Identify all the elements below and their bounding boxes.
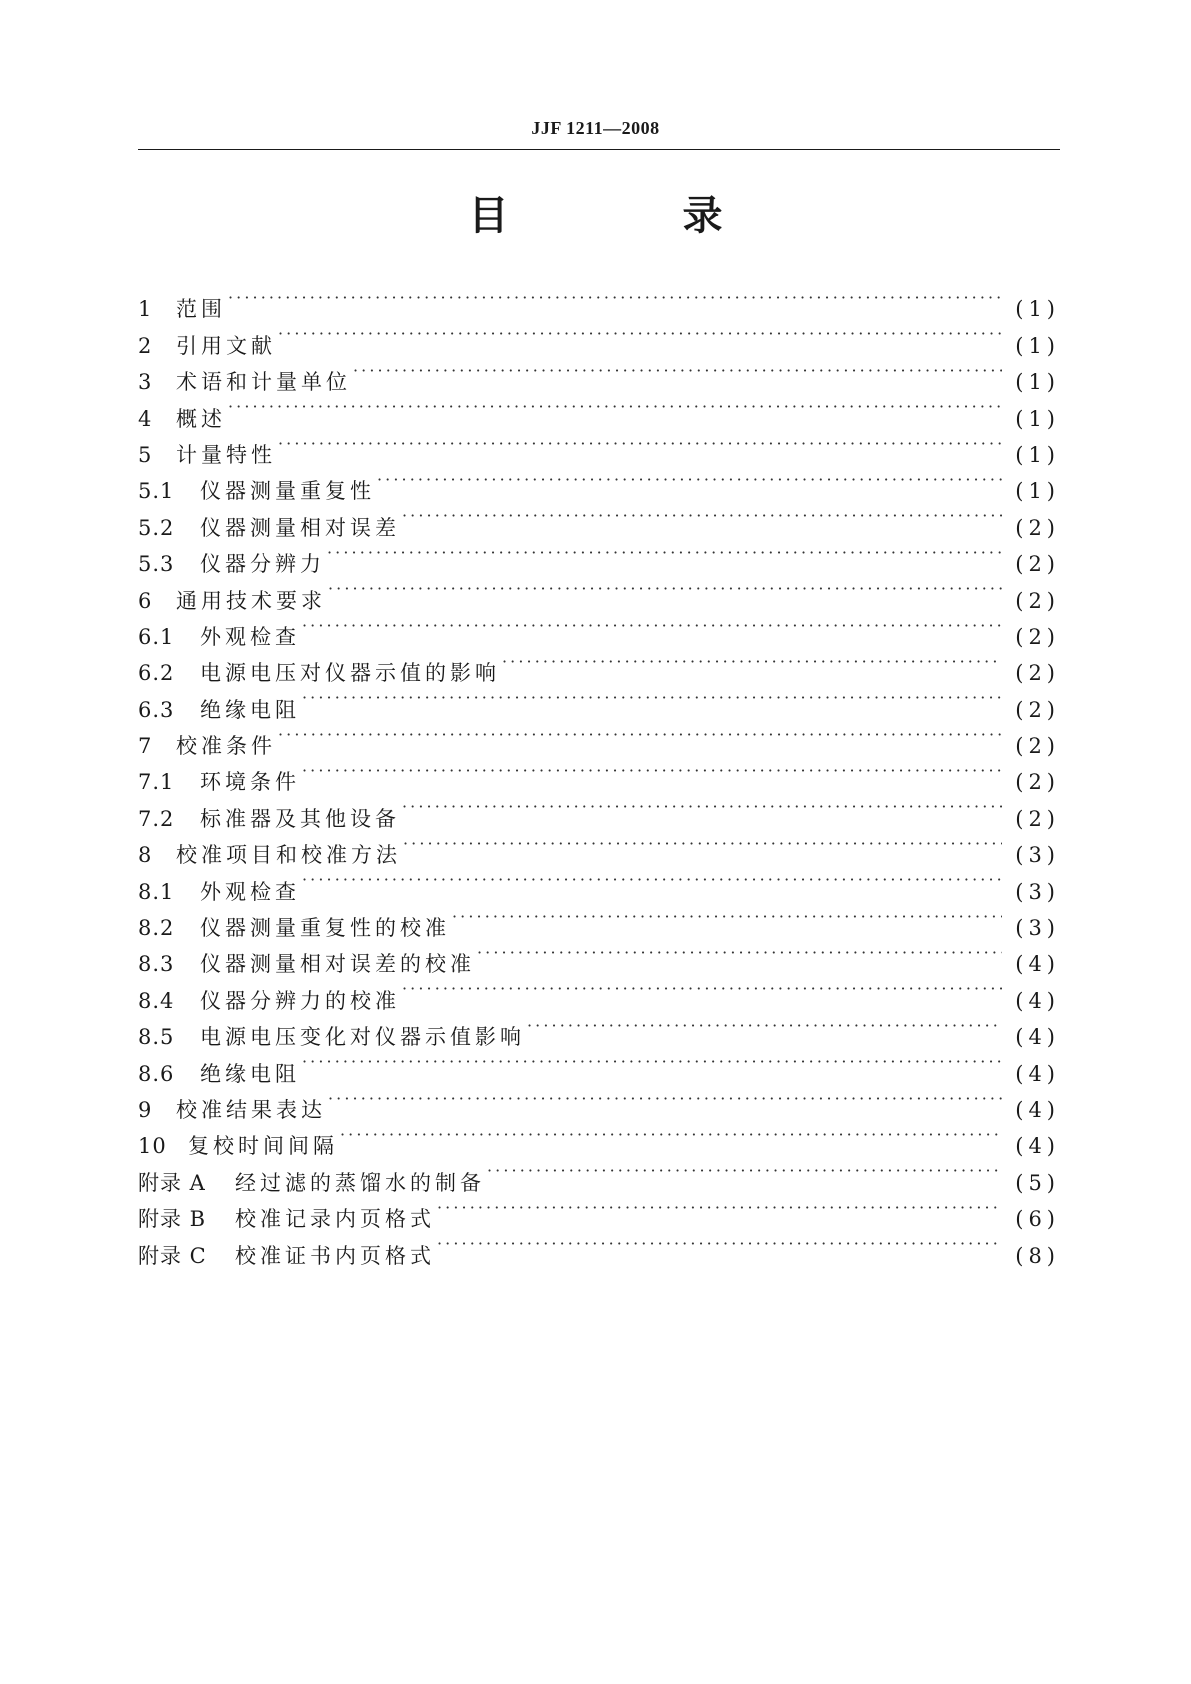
toc-dot-leader bbox=[452, 899, 1002, 935]
toc-entry-title: 外观检查 bbox=[200, 879, 300, 904]
toc-entry-page: (4) bbox=[1015, 952, 1060, 977]
toc-entry-title: 校准项目和校准方法 bbox=[176, 843, 401, 868]
toc-entry[interactable] bbox=[138, 753, 1060, 795]
toc-entry-page: (1) bbox=[1015, 479, 1060, 504]
toc-dot-leader bbox=[402, 971, 1002, 1007]
toc-entry-page: (2) bbox=[1015, 806, 1060, 831]
toc-entry-number: 8.3 bbox=[138, 952, 175, 977]
toc-entry-page: (1) bbox=[1015, 333, 1060, 358]
toc-entry-title: 校准条件 bbox=[176, 734, 276, 759]
toc-entry-number: 附录 B bbox=[138, 1207, 207, 1232]
toc-entry-page: (1) bbox=[1015, 406, 1060, 431]
toc-entry-page: (3) bbox=[1015, 916, 1060, 941]
toc-entry-title: 范围 bbox=[176, 297, 226, 322]
toc-dot-leader bbox=[302, 1044, 1002, 1080]
toc-entry-page: (8) bbox=[1015, 1243, 1060, 1268]
toc-entry-title: 引用文献 bbox=[176, 333, 276, 358]
toc-entry-number: 8 bbox=[138, 843, 153, 868]
toc-entry-number: 附录 A bbox=[138, 1170, 206, 1195]
toc-dot-leader bbox=[487, 1153, 1002, 1189]
toc-entry[interactable] bbox=[138, 426, 1060, 467]
toc-entry-page: (2) bbox=[1015, 624, 1060, 649]
toc-dot-leader bbox=[278, 426, 1002, 462]
page-title: 目 录 bbox=[468, 193, 803, 239]
toc-entry-title: 仪器测量相对误差的校准 bbox=[200, 952, 475, 977]
toc-entry-number: 7.2 bbox=[138, 806, 175, 831]
toc-entry[interactable] bbox=[138, 353, 1060, 395]
toc-entry-title: 电源电压变化对仪器示值影响 bbox=[200, 1025, 525, 1050]
toc-entry-page: (4) bbox=[1015, 1134, 1060, 1159]
toc-entry-number: 附录 C bbox=[138, 1243, 207, 1268]
toc-dot-leader bbox=[278, 316, 1002, 352]
toc-dot-leader bbox=[402, 498, 1002, 534]
toc-entry-page: (2) bbox=[1015, 661, 1060, 686]
toc-entry-page: (3) bbox=[1015, 843, 1060, 868]
toc-entry-title: 绝缘电阻 bbox=[200, 697, 300, 722]
toc-dot-leader bbox=[302, 862, 1002, 898]
toc-dot-leader bbox=[437, 1226, 1002, 1262]
table-of-contents bbox=[138, 280, 1060, 1268]
toc-entry-number: 6.1 bbox=[138, 624, 175, 649]
toc-dot-leader bbox=[502, 644, 1002, 680]
toc-dot-leader bbox=[527, 1008, 1002, 1044]
toc-entry[interactable] bbox=[138, 389, 1060, 431]
toc-entry-page: (4) bbox=[1015, 1097, 1060, 1122]
toc-entry-number: 8.6 bbox=[138, 1061, 175, 1086]
toc-entry-title: 校准证书内页格式 bbox=[235, 1243, 435, 1268]
toc-dot-leader bbox=[340, 1117, 1002, 1153]
toc-entry-number: 2 bbox=[138, 333, 153, 358]
toc-entry[interactable] bbox=[138, 280, 1060, 322]
toc-entry-page: (4) bbox=[1015, 988, 1060, 1013]
toc-entry-title: 仪器分辨力的校准 bbox=[200, 988, 400, 1013]
toc-entry-number: 9 bbox=[138, 1097, 153, 1122]
toc-dot-leader bbox=[327, 535, 1002, 571]
toc-entry-number: 8.2 bbox=[138, 916, 175, 941]
toc-entry-page: (4) bbox=[1015, 1025, 1060, 1050]
toc-entry-title: 校准记录内页格式 bbox=[235, 1207, 435, 1232]
toc-entry-title: 绝缘电阻 bbox=[200, 1061, 300, 1086]
document-code-header: JJF 1211—2008 bbox=[531, 118, 660, 138]
toc-dot-leader bbox=[402, 789, 1002, 825]
toc-entry-title: 经过滤的蒸馏水的制备 bbox=[235, 1170, 485, 1195]
toc-entry-number: 5.2 bbox=[138, 515, 175, 540]
toc-entry-title: 电源电压对仪器示值的影响 bbox=[200, 661, 500, 686]
toc-dot-leader bbox=[328, 571, 1002, 607]
toc-entry-title: 仪器测量重复性 bbox=[200, 479, 375, 504]
toc-entry-title: 术语和计量单位 bbox=[176, 370, 351, 395]
toc-entry-page: (2) bbox=[1015, 515, 1060, 540]
toc-entry-title: 环境条件 bbox=[200, 770, 300, 795]
toc-entry-number: 6 bbox=[138, 588, 153, 613]
toc-entry-number: 7.1 bbox=[138, 770, 175, 795]
toc-entry-number: 4 bbox=[138, 406, 153, 431]
toc-entry-number: 5 bbox=[138, 442, 153, 467]
toc-entry-page: (4) bbox=[1015, 1061, 1060, 1086]
toc-entry-title: 通用技术要求 bbox=[176, 588, 326, 613]
toc-dot-leader bbox=[228, 389, 1002, 425]
toc-entry-title: 仪器测量重复性的校准 bbox=[200, 916, 450, 941]
toc-dot-leader bbox=[278, 717, 1002, 753]
toc-dot-leader bbox=[477, 935, 1002, 971]
toc-entry-page: (2) bbox=[1015, 552, 1060, 577]
toc-entry-number: 5.3 bbox=[138, 552, 175, 577]
toc-dot-leader bbox=[328, 1081, 1002, 1117]
header-divider bbox=[138, 149, 1060, 150]
toc-entry-page: (2) bbox=[1015, 588, 1060, 613]
toc-entry-title: 外观检查 bbox=[200, 624, 300, 649]
toc-entry-page: (2) bbox=[1015, 697, 1060, 722]
toc-entry-number: 3 bbox=[138, 370, 153, 395]
toc-entry-number: 8.1 bbox=[138, 879, 175, 904]
toc-dot-leader bbox=[228, 280, 1002, 316]
toc-entry-title: 校准结果表达 bbox=[176, 1097, 326, 1122]
toc-entry-page: (2) bbox=[1015, 734, 1060, 759]
toc-dot-leader bbox=[302, 753, 1002, 789]
toc-entry-title: 复校时间间隔 bbox=[188, 1134, 338, 1159]
toc-entry-title: 仪器分辨力 bbox=[200, 552, 325, 577]
toc-dot-leader bbox=[403, 826, 1002, 862]
toc-entry-number: 6.2 bbox=[138, 661, 175, 686]
toc-entry-page: (3) bbox=[1015, 879, 1060, 904]
toc-dot-leader bbox=[302, 608, 1002, 644]
toc-entry-number: 8.4 bbox=[138, 988, 175, 1013]
toc-entry-page: (5) bbox=[1015, 1170, 1060, 1195]
toc-entry-number: 7 bbox=[138, 734, 153, 759]
toc-entry-title: 概述 bbox=[176, 406, 226, 431]
toc-entry-title: 仪器测量相对误差 bbox=[200, 515, 400, 540]
toc-entry-title: 计量特性 bbox=[176, 442, 276, 467]
toc-dot-leader bbox=[302, 680, 1002, 716]
toc-entry-number: 5.1 bbox=[138, 479, 175, 504]
toc-dot-leader bbox=[437, 1190, 1002, 1226]
toc-entry-number: 10 bbox=[138, 1134, 167, 1159]
toc-entry-page: (1) bbox=[1015, 297, 1060, 322]
toc-entry[interactable] bbox=[138, 462, 1060, 504]
toc-entry-number: 1 bbox=[138, 297, 153, 322]
toc-entry-number: 6.3 bbox=[138, 697, 175, 722]
toc-entry-number: 8.5 bbox=[138, 1025, 175, 1050]
toc-entry-page: (1) bbox=[1015, 370, 1060, 395]
toc-dot-leader bbox=[377, 462, 1002, 498]
toc-entry-title: 标准器及其他设备 bbox=[200, 806, 400, 831]
toc-entry-page: (2) bbox=[1015, 770, 1060, 795]
toc-dot-leader bbox=[353, 353, 1002, 389]
toc-entry-page: (6) bbox=[1015, 1207, 1060, 1232]
toc-entry[interactable] bbox=[138, 316, 1060, 358]
toc-entry-page: (1) bbox=[1015, 442, 1060, 467]
